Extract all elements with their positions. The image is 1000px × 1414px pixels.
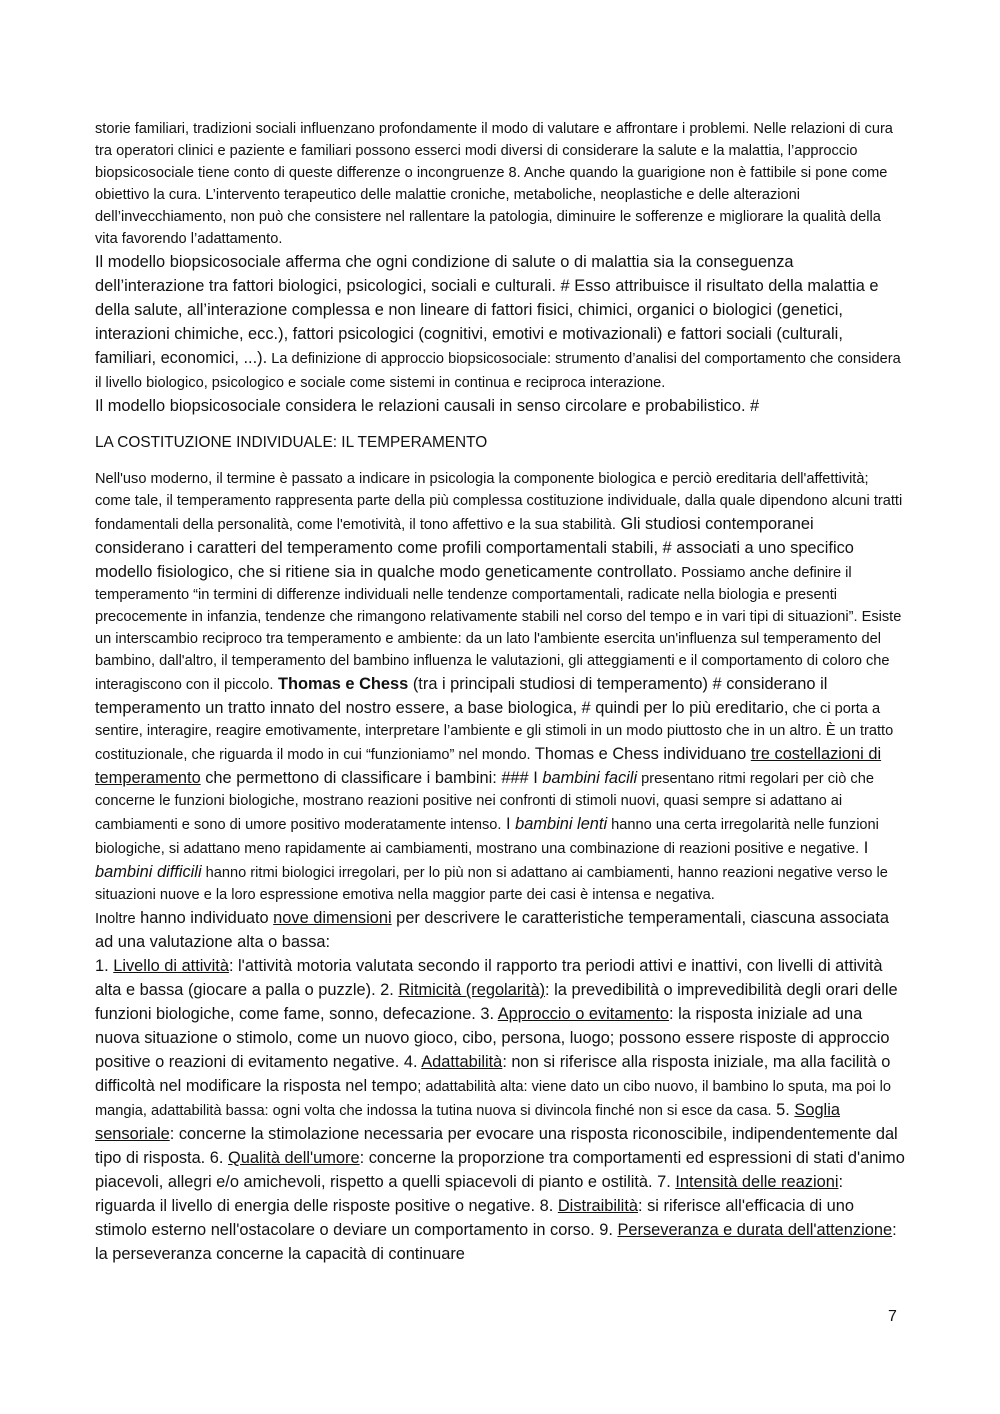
text-run: : si riferisce all'efficacia di uno stimolo esterno nell'ostacolare o deviare un comportamento in corso. 9. — [95, 1197, 854, 1239]
text-run-small: Inoltre — [95, 911, 136, 927]
text-run-small: hanno una certa irregolarità nelle funzioni biologiche, si adattano meno rapidamente ai cambiamenti, mostrano una combinazione di reazioni positive e negative. — [95, 817, 879, 857]
dimension-term: Distraibilità — [557, 1197, 638, 1215]
italic-term: bambini difficili — [95, 863, 202, 881]
document-page — [95, 118, 907, 1266]
dimension-term: Perseveranza e durata dell'attenzione — [617, 1221, 893, 1239]
text-run: : la prevedibilità o imprevedibilità degli orari delle funzioni biologiche, come fame, sonno, defecazione. 3. — [95, 981, 898, 1023]
text-run: 1. — [95, 957, 114, 975]
text-run: per descrivere le caratteristiche temperamentali, ciascuna associata ad una valutazione alta o bassa: — [95, 909, 890, 951]
text-run: : concerne la proporzione tra comportamenti ed espressioni di stati d'animo piacevoli, allegri e/o amichevoli, rispetto a quelli spiacevoli di pianto e ostilità. 7. — [95, 1149, 905, 1191]
italic-term: bambini lenti — [515, 815, 608, 833]
paragraph-causal-relations — [95, 394, 907, 418]
text-run-large: Gli studiosi contemporanei considerano i caratteri del temperamento come profili comportamentali stabili, # associati a uno specifico modello fisiologico, che si ritiene sia in qualche modo geneticamente controllato. — [95, 515, 854, 581]
dimension-term: Soglia sensoriale — [95, 1101, 840, 1143]
underlined-term: tre costellazioni di temperamento — [95, 745, 882, 787]
text-run-small: Nell'uso moderno, il termine è passato a indicare in psicologia la componente biologica e perciò ereditaria dell'affettività; come tale, il temperamento rappresenta parte della più complessa costituzione individuale, dalla quale dipendono alcuni tratti fondamentali della personalità, come l'emotività, il tono affettivo e la sua stabilità. — [95, 471, 903, 533]
italic-term: bambini facili — [542, 769, 638, 787]
dimension-term: Approccio o evitamento — [497, 1005, 670, 1023]
text-run-small: che ci porta a sentire, interagire, reagire emotivamente, interpretare l’ambiente e gli stimoli in un modo piuttosto che in un altro. È un tratto costituzionale, che riguarda il modo in cui “funzioniamo” nel mondo. — [95, 701, 894, 763]
text-run: Il modello biopsicosociale considera le relazioni causali in senso circolare e probabilistico. # — [95, 397, 760, 415]
underlined-term: nove dimensioni — [273, 909, 392, 927]
text-run-small: presentano ritmi regolari per ciò che concerne le funzioni biologiche, mostrano reazioni positive nei confronti di stimoli nuovi, quasi sempre si adattano ai cambiamenti e sono di umore positivo moderatamente intenso. — [95, 771, 874, 833]
text-run: : la perseveranza concerne la capacità di continuare — [95, 1221, 897, 1263]
text-run: hanno individuato — [135, 909, 274, 927]
dimension-term: Adattabilità — [421, 1053, 503, 1071]
dimension-term: Qualità dell'umore — [228, 1149, 360, 1167]
paragraph-biopsychosocial-model — [95, 250, 907, 394]
text-run: : l'attività motoria valutata secondo il rapporto tra periodi attivi e inattivi, con livelli di attività alta e bassa (giocare a palla o puzzle). 2. — [95, 957, 883, 999]
text-run-large: I — [501, 815, 516, 833]
paragraph-nine-dimensions — [95, 906, 907, 954]
dimension-term: Livello di attività — [113, 957, 229, 975]
text-run: Il modello biopsicosociale afferma che ogni condizione di salute o di malattia sia la conseguenza dell’interazione tra fattori biologici, psicologici, sociali e culturali. # Esso attribuisce il risultato della malattia e della salute, all’interazione complessa e non lineare di fattori fisici, chimici, organici o biologici (genetici, interazioni chimiche, ecc.), fattori psicologici (cognitivi, emotivi e motivazionali) e fattori sociali (culturali, familiari, economici, ...). — [95, 253, 879, 367]
text-run: storie familiari, tradizioni sociali influenzano profondamente il modo di valutare e affrontare i problemi. Nelle relazioni di cura tra operatori clinici e paziente e familiari possono esserci modi diversi di considerare la salute e la malattia, l’approccio biopsicosociale tiene conto di queste differenze o incongruenze 8. Anche quando la guarigione non è fattibile si pone come obiettivo la cura. L’intervento terapeutico delle malattie croniche, metaboliche, neoplastiche e delle alterazioni dell’invecchiamento, non può che consistere nel rallentare la patologia, diminuire le sofferenze e migliorare la qualità della vita favorendo l’adattamento. — [95, 121, 893, 247]
text-run-small: Possiamo anche definire il temperamento “in termini di differenze individuali nelle tendenze comportamentali, radicate nella biologia e presenti precocemente in infanzia, tendenze che rimangono relativamente stabili nel corso del tempo e in vari tipi di situazioni”. Esiste un interscambio reciproco tra temperamento e ambiente: da un lato l'ambiente esercita un'influenza sul temperamento del bambino, dall'altro, il temperamento del bambino influenza le valutazioni, gli atteggiamenti e il comportamento di coloro che interagiscono con il piccolo. — [95, 565, 902, 693]
text-run-small: hanno ritmi biologici irregolari, per lo più non si adattano ai cambiamenti, hanno reazioni negative verso le situazioni nuove e la loro espressione emotiva nella maggior parte dei casi è intensa e negativa. — [95, 865, 888, 903]
text-run: : riguarda il livello di energia delle risposte positive o negative. 8. — [95, 1173, 844, 1215]
text-run-small: ; adattabilità alta: viene dato un cibo nuovo, il bambino lo sputa, ma poi lo mangia, adattabilità bassa: ogni volta che indossa la tutina nuova si divincola finché non si esce da casa. — [95, 1079, 892, 1119]
text-run-large: che permettono di classificare i bambini: ### I — [200, 769, 543, 787]
text-run-large: Thomas e Chess individuano — [530, 745, 751, 763]
paragraph-intro — [95, 118, 907, 250]
section-heading: LA COSTITUZIONE INDIVIDUALE: IL TEMPERAMENTO — [95, 434, 488, 451]
paragraph-temperament — [95, 468, 907, 906]
dimension-term: Intensità delle reazioni — [675, 1173, 839, 1191]
text-run: : la risposta iniziale ad una nuova situazione o stimolo, come un nuovo gioco, cibo, persona, luogo; possono essere risposte di approccio positive o reazioni di evitamento negative. 4. — [95, 1005, 890, 1071]
text-run-large: I — [859, 839, 869, 857]
text-run-small: La definizione di approccio biopsicosociale: strumento d’analisi del comportamento che considera il livello biologico, psicologico e sociale come sistemi in continua e reciproca interazione. — [95, 351, 901, 391]
page-number: 7 — [888, 1308, 897, 1325]
paragraph-dimensions-list — [95, 954, 907, 1266]
text-run: : concerne la stimolazione necessaria per evocare una risposta riconoscibile, indipendentemente dal tipo di risposta. 6. — [95, 1125, 898, 1167]
dimension-term: Ritmicità (regolarità) — [398, 981, 546, 999]
text-run: 5. — [771, 1101, 795, 1119]
bold-authors: Thomas e Chess — [273, 675, 409, 693]
text-run-large: (tra i principali studiosi di temperamento) # considerano il temperamento un tratto innato del nostro essere, a base biologica, # quindi per lo più ereditario, — [95, 675, 828, 717]
text-run: : non si riferisce alla risposta iniziale, ma alla facilità o difficoltà nel modificare la risposta nel tempo — [95, 1053, 891, 1095]
